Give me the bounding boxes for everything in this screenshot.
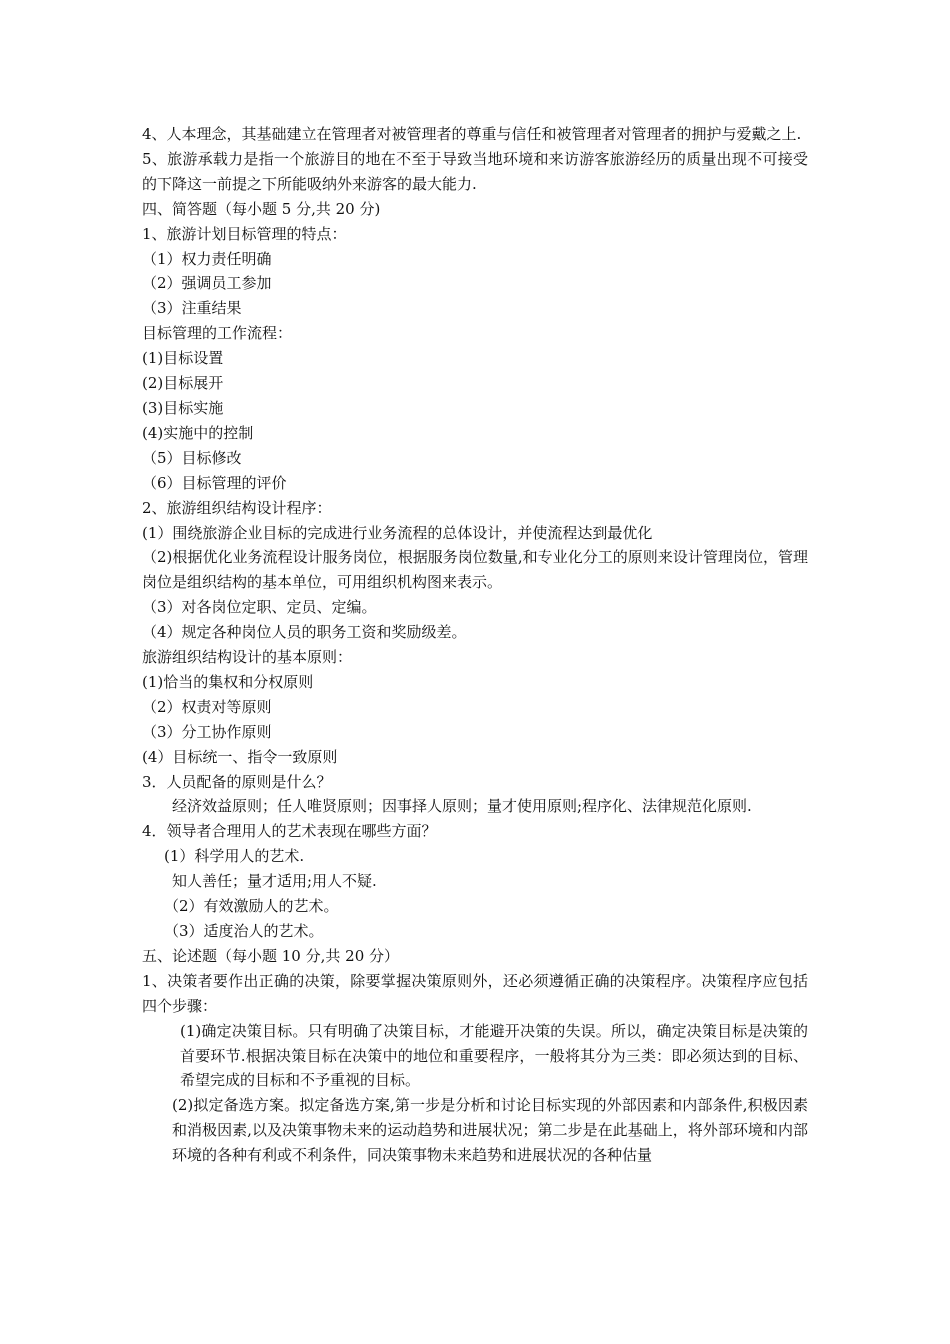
list-item: （3）分工协作原则: [142, 722, 272, 741]
subheading-principles: 旅游组织结构设计的基本原则：: [142, 648, 353, 667]
list-item: （1）权力责任明确: [142, 249, 272, 268]
list-item: （3）注重结果: [142, 299, 242, 318]
list-item: (1）围绕旅游企业目标的完成进行业务流程的总体设计，并使流程达到最优化: [142, 523, 653, 542]
question-1-heading: 1、旅游计划目标管理的特点：: [142, 224, 347, 243]
paragraph-concept-4: 4、人本理念，其基础建立在管理者对被管理者的尊重与信任和被管理者对管理者的拥护与爱戴之上.: [142, 125, 802, 143]
list-item: (2)目标展开: [142, 374, 224, 393]
subheading-workflow: 目标管理的工作流程：: [142, 324, 293, 343]
section-heading-short-answer: 四、简答题（每小题 5 分,共 20 分): [142, 199, 381, 218]
document-page: [142, 122, 808, 1168]
list-item: （4）规定各种岗位人员的职务工资和奖励级差。: [142, 623, 467, 642]
list-item: (1）科学用人的艺术.: [164, 847, 305, 866]
essay-step-2: (2)拟定备选方案。拟定备选方案,第一步是分析和讨论目标实现的外部因素和内部条件,积极因素和消极因素,以及决策事物未来的运动趋势和进展状况；第二步是在此基础上，将外部环境和内部环境的各种有利或不利条件，同决策事物未来趋势和进展状况的各种估量: [172, 1096, 808, 1165]
list-item: (4）目标统一、指令一致原则: [142, 747, 338, 766]
answer-4-detail: 知人善任；量才适用;用人不疑.: [172, 872, 377, 891]
list-item: (4)实施中的控制: [142, 423, 254, 442]
paragraph-concept-5: 5、旅游承载力是指一个旅游目的地在不至于导致当地环境和来访游客旅游经历的质量出现不可接受的下降这一前提之下所能吸纳外来游客的最大能力.: [142, 149, 808, 193]
list-item: （2）权责对等原则: [142, 697, 272, 716]
list-item: （3）对各岗位定职、定员、定编。: [142, 598, 377, 617]
list-item: （3）适度治人的艺术。: [164, 922, 324, 940]
answer-3-text: 经济效益原则；任人唯贤原则；因事择人原则；量才使用原则;程序化、法律规范化原则.: [172, 797, 752, 816]
essay-1-intro: 1、决策者要作出正确的决策，除要掌握决策原则外，还必须遵循正确的决策程序。决策程序应包括四个步骤：: [142, 971, 808, 1015]
list-item: (1)目标设置: [142, 349, 224, 368]
list-item: （2）有效激励人的艺术。: [164, 897, 339, 916]
list-item: （2)根据优化业务流程设计服务岗位，根据服务岗位数量,和专业化分工的原则来设计管理岗位，管理岗位是组织结构的基本单位，可用组织机构图来表示。: [142, 548, 808, 592]
list-item: （6）目标管理的评价: [142, 473, 287, 492]
question-2-heading: 2、旅游组织结构设计程序：: [142, 498, 332, 517]
question-3-heading: 3．人员配备的原则是什么？: [142, 772, 332, 791]
question-4-heading: 4．领导者合理用人的艺术表现在哪些方面？: [142, 822, 437, 841]
section-heading-essay: 五、论述题（每小题 10 分,共 20 分）: [142, 946, 400, 965]
list-item: （5）目标修改: [142, 448, 242, 467]
list-item: (1)恰当的集权和分权原则: [142, 672, 314, 691]
list-item: (3)目标实施: [142, 398, 224, 417]
essay-step-1: (1)确定决策目标。只有明确了决策目标，才能避开决策的失误。所以，确定决策目标是决策的首要环节.根据决策目标在决策中的地位和重要程序，一般将其分为三类：即必须达到的目标、希望完成的目标和不予重视的目标。: [180, 1021, 808, 1090]
list-item: （2）强调员工参加: [142, 274, 272, 293]
